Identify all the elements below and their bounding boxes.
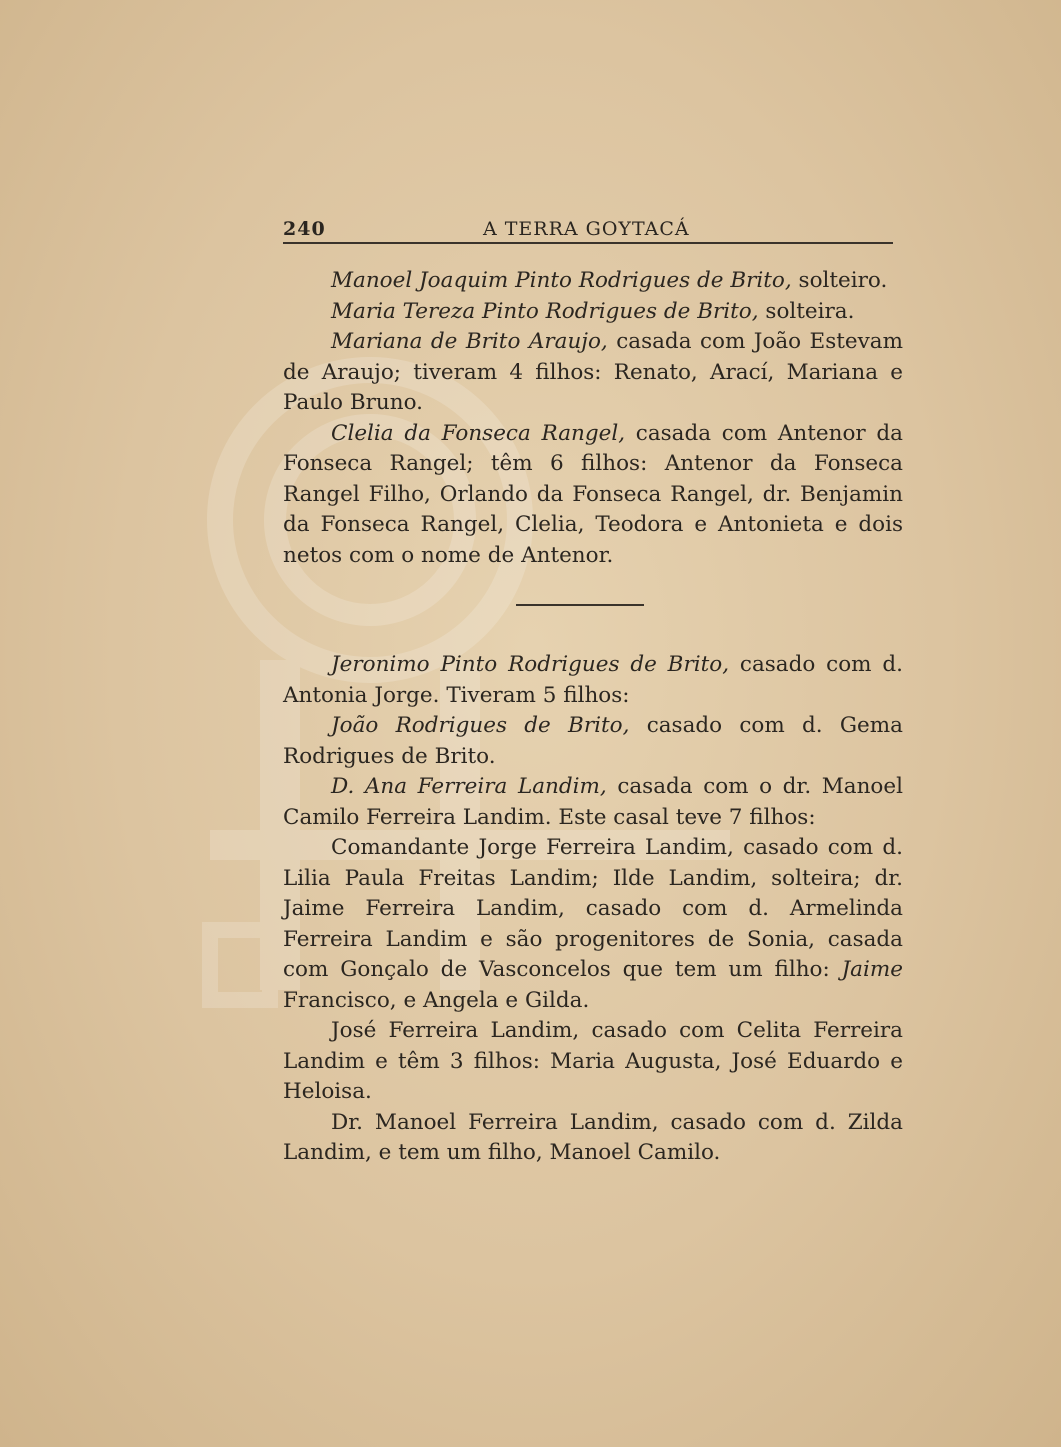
text-block-2 [283,650,903,1169]
page-number: 240 [283,218,326,240]
person-name: Maria Tereza Pinto Rodrigues de Brito, [331,298,759,324]
paragraph: Manoel Joaquim Pinto Rodrigues de Brito, solteiro. [331,268,888,293]
person-name: D. Ana Ferreira Landim, [331,774,607,799]
paragraph: Mariana de Brito Araujo, casada com João Estevam de Araujo; tiveram 4 filhos: Renato, Arací, Mariana e Paulo Bruno. [283,329,903,415]
paragraph: Clelia da Fonseca Rangel, casada com Antenor da Fonseca Rangel; têm 6 filhos: Antenor da Fonseca Rangel Filho, Orlando da Fonseca Rangel, dr. Benjamin da Fonseca Rangel, Clelia, Teodora e Antonieta e dois netos com o nome de Antenor. [283,420,903,568]
paragraph: Maria Tereza Pinto Rodrigues de Brito, solteira. [331,298,855,324]
running-header [283,216,893,244]
person-name: Manoel Joaquim Pinto Rodrigues de Brito, [331,268,792,293]
person-name: Clelia da Fonseca Rangel, [331,420,626,446]
paragraph: Jeronimo Pinto Rodrigues de Brito, casado com d. Antonia Jorge. Tiveram 5 filhos: [283,652,903,708]
person-name: João Rodrigues de Brito, [331,713,630,738]
paragraph: D. Ana Ferreira Landim, casada com o dr. Manoel Camilo Ferreira Landim. Este casal teve 7 filhos: [283,774,903,830]
person-name: Mariana de Brito Araujo, [331,329,608,354]
paragraph: José Ferreira Landim, casado com Celita Ferreira Landim e têm 3 filhos: Maria Augusta, José Eduardo e Heloisa. [283,1018,903,1104]
paragraph: João Rodrigues de Brito, casado com d. Gema Rodrigues de Brito. [283,713,903,769]
paragraph: Dr. Manoel Ferreira Landim, casado com d. Zilda Landim, e tem um filho, Manoel Camilo. [283,1109,903,1165]
section-divider [516,604,644,606]
paragraph: Comandante Jorge Ferreira Landim, casado com d. Lilia Paula Freitas Landim; Ilde Landim, solteira; dr. Jaime Ferreira Landim, casado com d. Armelinda Ferreira Landim e são progenitores de Sonia, casada com Gonçalo de Vasconcelos que tem um filho: Jaime Francisco, e Angela e Gilda. [283,835,903,1013]
running-title: A TERRA GOYTACÁ [483,218,690,240]
person-name: Jeronimo Pinto Rodrigues de Brito, [331,652,730,677]
text-block-1 [283,266,903,571]
